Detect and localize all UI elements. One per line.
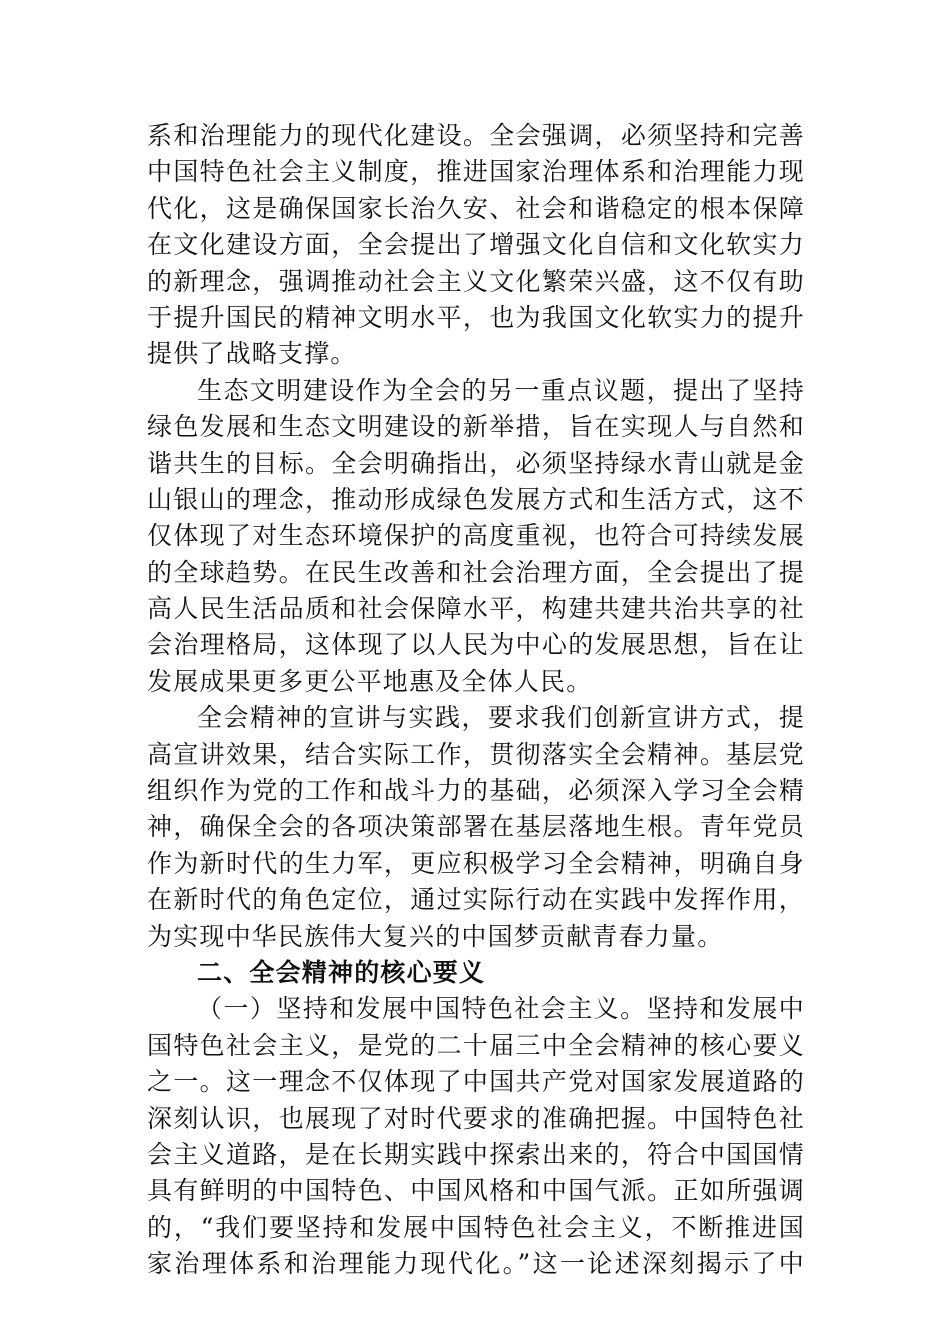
text-line: 的全球趋势。在民生改善和社会治理方面，全会提出了提 bbox=[147, 557, 805, 587]
text-line: 在文化建设方面，全会提出了增强文化自信和文化软实力 bbox=[147, 230, 805, 260]
text-line: 的，“我们要坚持和发展中国特色社会主义，不断推进国 bbox=[147, 1212, 805, 1242]
section-heading: 二、全会精神的核心要义 bbox=[197, 957, 486, 987]
text-line: 于提升国民的精神文明水平，也为我国文化软实力的提升 bbox=[147, 302, 805, 332]
text-line: 生态文明建设作为全会的另一重点议题，提出了坚持 bbox=[197, 375, 805, 405]
text-line: 为实现中华民族伟大复兴的中国梦贡献青春力量。 bbox=[147, 921, 724, 951]
text-line: 山银山的理念，推动形成绿色发展方式和生活方式，这不 bbox=[147, 484, 805, 514]
paragraph-1 bbox=[147, 118, 805, 373]
text-line: 神，确保全会的各项决策部署在基层落地生根。青年党员 bbox=[147, 812, 805, 842]
body-text bbox=[147, 118, 805, 1283]
text-line: 家治理体系和治理能力现代化。”这一论述深刻揭示了中 bbox=[147, 1249, 805, 1279]
text-line: 深刻认识，也展现了对时代要求的准确把握。中国特色社 bbox=[147, 1103, 805, 1133]
text-line: 代化，这是确保国家长治久安、社会和谐稳定的根本保障 bbox=[147, 193, 805, 223]
text-line: 谐共生的目标。全会明确指出，必须坚持绿水青山就是金 bbox=[147, 448, 805, 478]
text-line: 国特色社会主义，是党的二十届三中全会精神的核心要义 bbox=[147, 1030, 805, 1060]
text-line: 绿色发展和生态文明建设的新举措，旨在实现人与自然和 bbox=[147, 412, 805, 442]
text-line: 组织作为党的工作和战斗力的基础，必须深入学习全会精 bbox=[147, 776, 805, 806]
text-line: 在新时代的角色定位，通过实际行动在实践中发挥作用， bbox=[147, 885, 805, 915]
text-line: 系和治理能力的现代化建设。全会强调，必须坚持和完善 bbox=[147, 121, 805, 150]
text-line: 发展成果更多更公平地惠及全体人民。 bbox=[147, 666, 593, 696]
text-line: 提供了战略支撑。 bbox=[147, 339, 357, 369]
paragraph-2 bbox=[147, 373, 805, 701]
paragraph-4 bbox=[147, 991, 805, 1282]
text-line: 作为新时代的生力军，更应积极学习全会精神，明确自身 bbox=[147, 848, 805, 878]
text-line: （一）坚持和发展中国特色社会主义。坚持和发展中 bbox=[197, 994, 805, 1024]
text-line: 高宣讲效果，结合实际工作，贯彻落实全会精神。基层党 bbox=[147, 739, 805, 769]
text-line: 会主义道路，是在长期实践中探索出来的，符合中国国情 bbox=[147, 1139, 805, 1169]
text-line: 高人民生活品质和社会保障水平，构建共建共治共享的社 bbox=[147, 594, 805, 624]
text-line: 具有鲜明的中国特色、中国风格和中国气派。正如所强调 bbox=[147, 1176, 805, 1206]
text-line: 中国特色社会主义制度，推进国家治理体系和治理能力现 bbox=[147, 157, 805, 187]
text-line: 之一。这一理念不仅体现了中国共产党对国家发展道路的 bbox=[147, 1067, 805, 1097]
text-line: 全会精神的宣讲与实践，要求我们创新宣讲方式，提 bbox=[197, 703, 805, 733]
text-line: 会治理格局，这体现了以人民为中心的发展思想，旨在让 bbox=[147, 630, 805, 660]
text-line: 的新理念，强调推动社会主义文化繁荣兴盛，这不仅有助 bbox=[147, 266, 805, 296]
text-line: 仅体现了对生态环境保护的高度重视，也符合可持续发展 bbox=[147, 521, 805, 551]
paragraph-3 bbox=[147, 700, 805, 955]
